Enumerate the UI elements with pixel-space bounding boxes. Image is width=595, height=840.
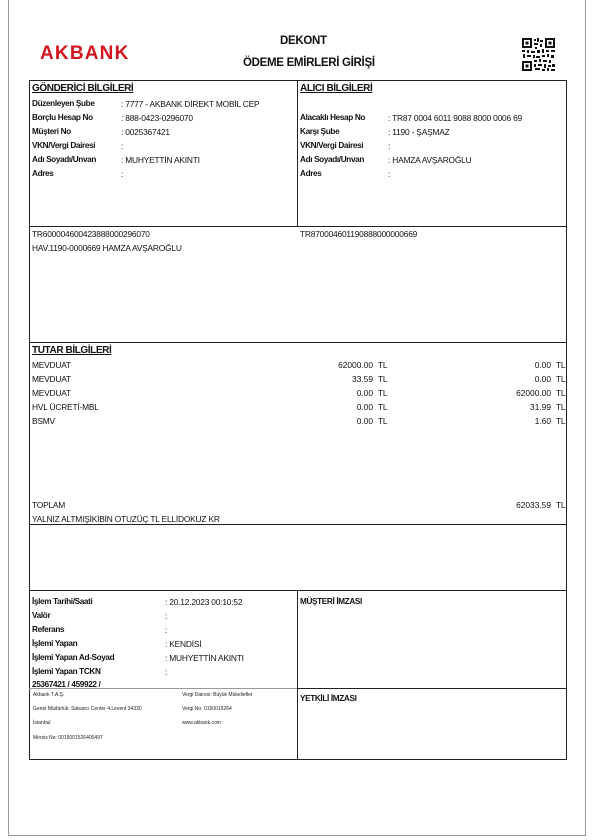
footer-tax-office: Vergi Dairesi: Büyük Mükellefler	[182, 692, 253, 698]
amount-row-label: BSMV	[32, 416, 55, 426]
customer-signature-label: MÜŞTERİ İMZASI	[300, 597, 362, 606]
receiver-label-name: Adı Soyadı/Unvan	[300, 155, 365, 164]
divider-sender-receiver	[297, 80, 298, 226]
amount-row-label: MEVDUAT	[32, 374, 71, 384]
footer-website: www.akbank.com	[182, 720, 221, 726]
receiver-value-address: :	[388, 169, 391, 179]
sender-value-tax: :	[121, 141, 124, 151]
amount-row-debit-currency: TL	[378, 402, 388, 412]
transaction-value-reference: :	[165, 625, 168, 635]
transaction-label-reference: Referans	[32, 625, 65, 634]
amount-row-label: HVL ÜCRETİ-MBL	[32, 402, 99, 412]
transaction-value-performer: : KENDİSİ	[165, 639, 202, 649]
amount-row-debit: 33.59	[352, 374, 373, 384]
authorized-signature-label: YETKİLİ İMZASI	[300, 694, 357, 703]
receiver-value-branch: : 1190 - ŞAŞMAZ	[388, 127, 450, 137]
receiver-value-tax: :	[388, 141, 391, 151]
amount-row-credit-currency: TL	[556, 388, 566, 398]
footer-mersis: Mersis No: 0015001526400497	[33, 735, 103, 741]
receiver-value-account: : TR87 0004 6011 9088 8000 0006 69	[388, 113, 522, 123]
amount-row-debit: 0.00	[356, 388, 373, 398]
sender-label-address: Adres	[32, 169, 54, 178]
sender-label-customer-no: Müşteri No	[32, 127, 71, 136]
brand-logo: AKBANK	[40, 43, 130, 64]
footer-company: Akbank T.A.Ş.	[33, 692, 65, 698]
transaction-label-performer-name: İşlemi Yapan Ad-Soyad	[32, 653, 115, 662]
brand-mark	[38, 44, 39, 45]
total-label: TOPLAM	[32, 500, 66, 510]
transaction-label-valor: Valör	[32, 611, 51, 620]
transaction-value-tckn: :	[165, 667, 168, 677]
amount-row-credit-currency: TL	[556, 416, 566, 426]
transaction-label-performer: İşlemi Yapan	[32, 639, 78, 648]
total-value: 62033.59	[516, 500, 551, 510]
amount-row-credit-currency: TL	[556, 360, 566, 370]
amount-row-debit: 0.00	[356, 416, 373, 426]
amount-row-debit: 0.00	[356, 402, 373, 412]
amount-row-credit: 62000.00	[516, 388, 551, 398]
sender-value-account: : 888-0423-0296070	[121, 113, 193, 123]
divider-description	[29, 342, 567, 343]
total-currency: TL	[556, 500, 566, 510]
sender-label-branch: Düzenleyen Şube	[32, 99, 95, 108]
sender-label-tax: VKN/Vergi Dairesi	[32, 141, 96, 150]
sender-value-address: :	[121, 169, 124, 179]
amount-row-credit: 0.00	[534, 374, 551, 384]
amount-row-credit: 31.99	[530, 402, 551, 412]
amount-row-debit-currency: TL	[378, 388, 388, 398]
amount-row-label: MEVDUAT	[32, 388, 71, 398]
receiver-label-branch: Karşı Şube	[300, 127, 340, 136]
sender-value-name: : MUHYETTİN AKINTI	[121, 155, 200, 165]
divider-parties	[29, 226, 567, 227]
total-in-words: YALNIZ ALTMIŞİKİBİN OTUZÜÇ TL ELLİDOKUZ KR	[32, 514, 220, 524]
amount-row-debit: 62000.00	[338, 360, 373, 370]
transaction-value-date: : 20.12.2023 00:10:52	[165, 597, 243, 607]
receiver-label-account: Alacaklı Hesap No	[300, 113, 366, 122]
amount-row-debit-currency: TL	[378, 360, 388, 370]
receiver-iban: TR870004601190888000000669	[300, 229, 418, 239]
amounts-heading: TUTAR BİLGİLERİ	[32, 345, 112, 356]
sender-iban: TR600004600423888000296070	[32, 229, 150, 239]
receiver-label-tax: VKN/Vergi Dairesi	[300, 141, 364, 150]
sender-value-customer-no: : 0025367421	[121, 127, 170, 137]
sender-heading: GÖNDERİCİ BİLGİLERİ	[32, 83, 134, 94]
amount-row-label: MEVDUAT	[32, 360, 71, 370]
receiver-label-address: Adres	[300, 169, 322, 178]
receiver-heading: ALICI BİLGİLERİ	[300, 83, 373, 94]
footer-tax-no: Vergi No: 0150015264	[182, 706, 232, 712]
qr-code-icon	[522, 38, 555, 71]
divider-signatures	[297, 688, 567, 689]
sender-label-name: Adı Soyadı/Unvan	[32, 155, 97, 164]
amount-row-credit: 1.60	[534, 416, 551, 426]
amount-row-credit-currency: TL	[556, 402, 566, 412]
transaction-code: 25367421 / 459922 /	[32, 680, 101, 689]
footer-address: Genel Müdürlük: Sabancı Center 4.Levent 34330	[33, 706, 142, 712]
amount-row-debit-currency: TL	[378, 416, 388, 426]
amount-row-credit: 0.00	[534, 360, 551, 370]
receiver-value-name: : HAMZA AVŞAROĞLU	[388, 155, 472, 165]
transaction-value-performer-name: : MUHYETTİN AKINTI	[165, 653, 244, 663]
document-subtitle: ÖDEME EMİRLERİ GİRİŞİ	[243, 57, 375, 69]
sender-value-branch: : 7777 - AKBANK DİREKT MOBİL CEP	[121, 99, 260, 109]
transaction-label-tckn: İşlemi Yapan TCKN	[32, 667, 101, 676]
transfer-description: HAV.1190-0000669 HAMZA AVŞAROĞLU	[32, 243, 182, 253]
sender-label-account: Borçlu Hesap No	[32, 113, 93, 122]
transaction-label-date: İşlem Tarihi/Saati	[32, 597, 93, 606]
divider-transaction-signature	[297, 590, 298, 760]
amount-row-debit-currency: TL	[378, 374, 388, 384]
amount-row-credit-currency: TL	[556, 374, 566, 384]
footer-city: İstanbul	[33, 720, 51, 726]
divider-blank	[29, 590, 567, 591]
document-title: DEKONT	[280, 35, 327, 47]
transaction-value-valor: :	[165, 611, 168, 621]
divider-amounts	[29, 524, 567, 525]
